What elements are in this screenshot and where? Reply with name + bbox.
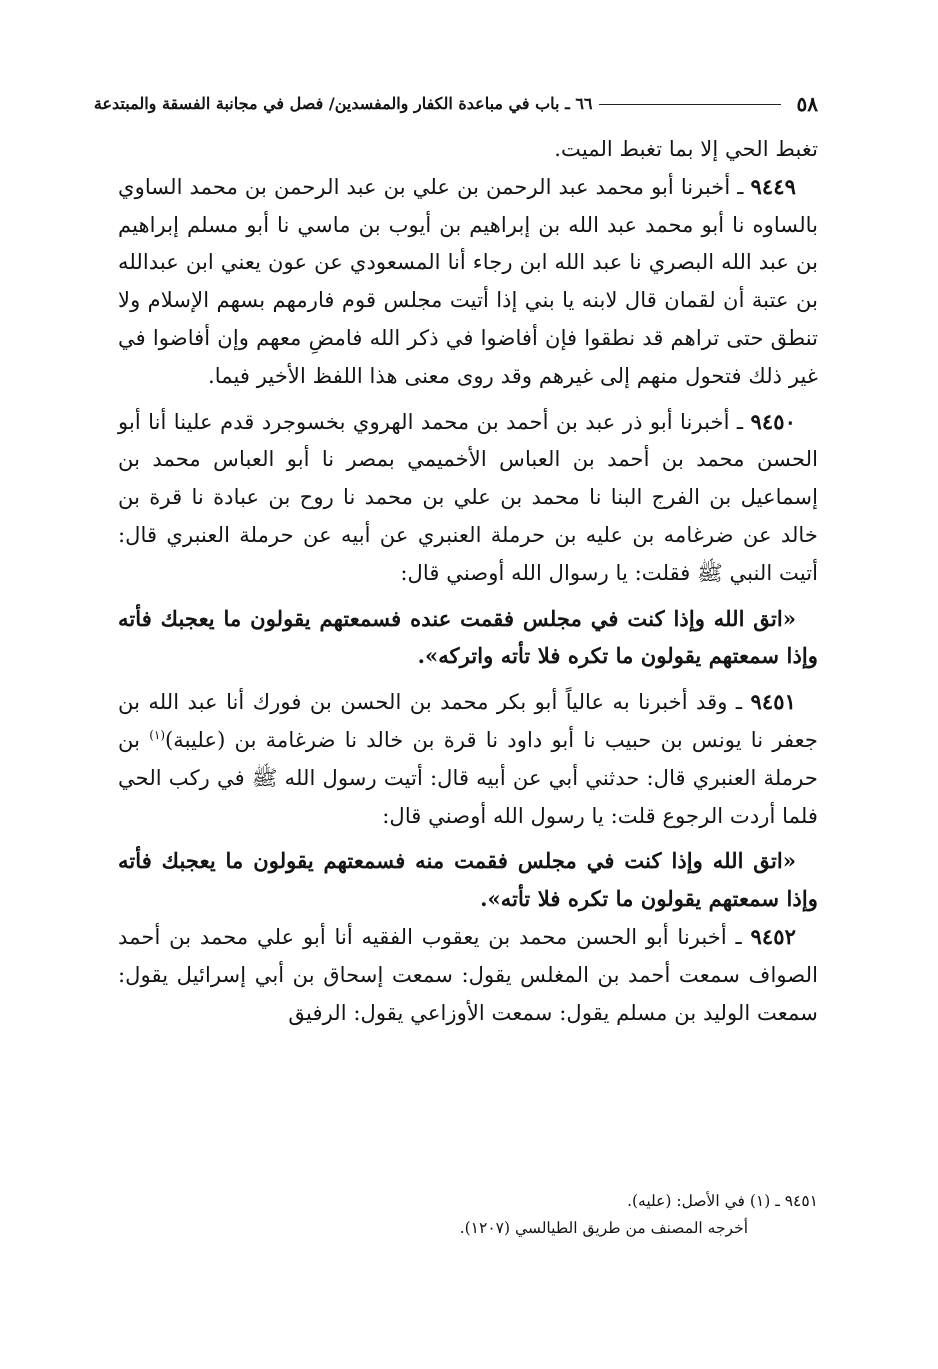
running-title: ٦٦ ـ باب في مباعدة الكفار والمفسدين/ فصل في مجانبة الفسقة والمبتدعة xyxy=(93,94,593,113)
hadith-number: ٩٤٤٩ xyxy=(750,173,796,199)
footnotes xyxy=(118,1188,818,1242)
page-number: ٥٨ xyxy=(796,92,818,116)
hadith-text-cont: بن حرملة العنبري قال: حدثني أبي عن أبيه قال: أتيت رسول الله ﷺ في ركب الحي فلما أردت الرجوع قلت: يا رسول الله أوصني قال: xyxy=(118,726,818,828)
hadith-9452 xyxy=(118,918,818,1031)
footnote-marker: (١) xyxy=(149,727,166,742)
hadith-text: ـ أخبرنا أبو ذر عبد بن أحمد بن محمد الهروي بخسوجرد قدم علينا أنا أبو الحسن محمد بن أحمد بن العباس الأخميمي بمصر نا أبو العباس محمد بن إسماعيل بن الفرج البنا نا محمد بن علي بن محمد نا روح بن عبادة نا قرة بن خالد عن ضرغامه بن عليه بن حرملة العنبري عن أبيه عن حرملة العنبري قال: أتيت النبي ﷺ فقلت: يا رسوال الله أوصني قال: xyxy=(118,408,818,585)
paragraph-continuation: تغبط الحي إلا بما تغبط الميت. xyxy=(554,136,818,161)
hadith-9451 xyxy=(118,683,818,834)
header-rule xyxy=(599,104,781,105)
hadith-text: ـ أخبرنا أبو الحسن محمد بن يعقوب الفقيه أنا أبو علي محمد بن أحمد الصواف سمعت أحمد بن المغلس يقول: سمعت إسحاق بن أبي إسرائيل يقول: سمعت الوليد بن مسلم يقول: سمعت الأوزاعي يقول: الرفيق xyxy=(118,923,818,1025)
main-text xyxy=(118,130,818,1031)
running-header xyxy=(93,88,818,120)
prophetic-quote: «اتق الله وإذا كنت في مجلس فقمت عنده فسمعتهم يقولون ما يعجبك فأته وإذا سمعتهم يقولون ما تكره فلا تأته واتركه». xyxy=(118,605,818,669)
hadith-text: ـ أخبرنا أبو محمد عبد الرحمن بن علي بن عبد الرحمن بن محمد الساوي بالساوه نا أبو محمد عبد الله بن إبراهيم بن أيوب بن ماسي نا أبو مسلم إبراهيم بن عبد الله البصري نا عبد الله ابن رجاء أنا المسعودي عن عون يعني ابن عبدالله بن عتبة أن لقمان قال لابنه يا بني إذا أتيت مجلس قوم فارمهم بسهم الإسلام ولا تنطق حتى تراهم قد نطقوا فإن أفاضوا في ذكر الله فامضِ معهم وإن أفاضوا في غير ذلك فتحول منهم إلى غيرهم وقد روى معنى هذا اللفظ الأخير فيما. xyxy=(118,173,818,388)
hadith-number: ٩٤٥٢ xyxy=(750,923,796,949)
footnote-2: أخرجه المصنف من طريق الطيالسي (١٢٠٧). xyxy=(459,1219,748,1237)
prophetic-quote: «اتق الله وإذا كنت في مجلس فقمت منه فسمعتهم يقولون ما يعجبك فأته وإذا سمعتهم يقولون ما تكره فلا تأته». xyxy=(118,848,818,912)
hadith-number: ٩٤٥٠ xyxy=(750,408,796,434)
book-page xyxy=(93,88,819,1288)
hadith-9450 xyxy=(118,403,818,592)
footnote-1: ٩٤٥١ ـ (١) في الأصل: (عليه). xyxy=(627,1192,818,1210)
hadith-text: ـ وقد أخبرنا به عالياً أبو بكر محمد بن الحسن بن فورك أنا عبد الله بن جعفر نا يونس بن حبيب نا أبو داود نا قرة بن خالد نا ضرغامة بن (عليبة) xyxy=(118,689,819,752)
hadith-number: ٩٤٥١ xyxy=(750,689,796,715)
hadith-9449 xyxy=(118,168,818,395)
